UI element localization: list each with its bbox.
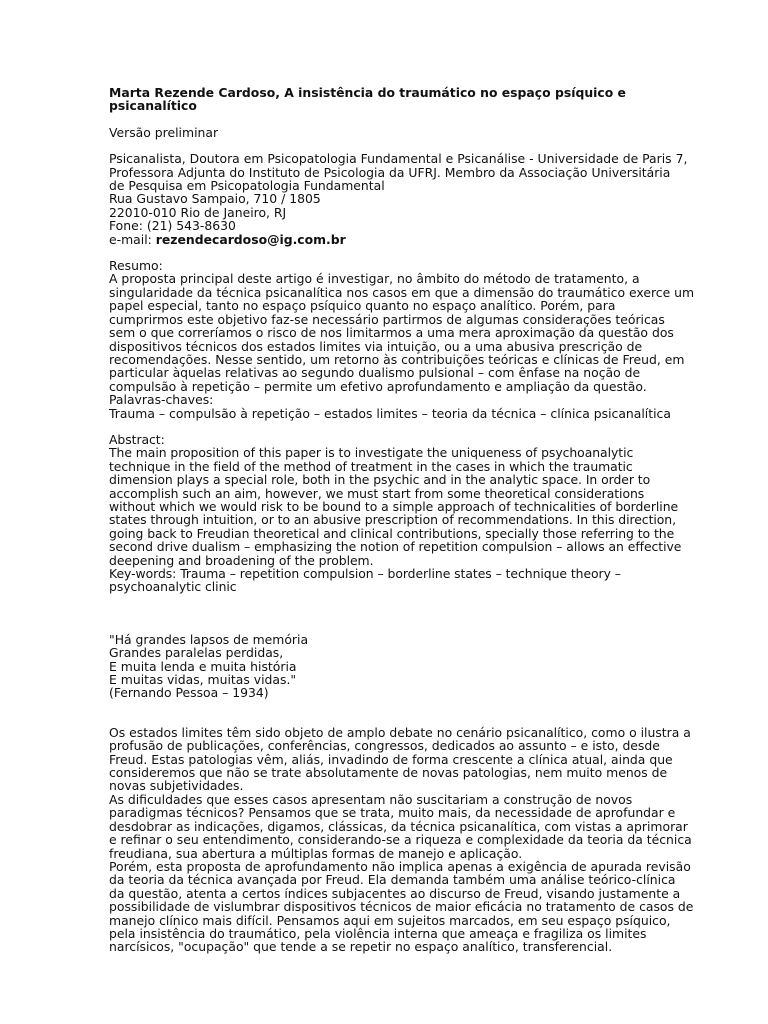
- body-line: da teoria da técnica avançada por Freud. Ela demanda também uma análise teórico-clínica: [109, 872, 676, 888]
- affiliation-line: de Pesquisa em Psicopatologia Fundamental: [109, 178, 385, 194]
- body-line: possibilidade de vislumbrar dispositivos técnicos de maior eficácia no tratamento de casos de: [109, 899, 694, 915]
- resumo-line: particular àquelas relativas ao segundo dualismo pulsional – com ênfase na noção de: [109, 365, 641, 381]
- resumo-heading: Resumo:: [109, 258, 163, 274]
- body-line: manejo clínico mais difícil. Pensamos aqui em sujeitos marcados, em seu espaço psíquico,: [109, 912, 671, 928]
- body-text: [109, 724, 694, 955]
- document-page: [109, 85, 695, 955]
- keywords-heading: Palavras-chaves:: [109, 392, 214, 408]
- abstract-line: dimension plays a special role, both in the psychic and in the analytic space. In order to: [109, 472, 651, 488]
- abstract-line: The main proposition of this paper is to investigate the uniqueness of psychoanalytic: [109, 445, 634, 461]
- abstract-heading: Abstract:: [109, 431, 165, 447]
- article-title: [109, 86, 669, 113]
- body-line: Porém, esta proposta de aprofundamento não implica apenas a exigência de apurada revisão: [109, 858, 691, 874]
- abstract-section: [109, 431, 682, 595]
- resumo-line: recomendações. Nesse sentido, um retorno às contribuições teóricas e clínicas de Freud, em: [109, 351, 685, 367]
- resumo-line: papel especial, tanto no espaço psíquico quanto no espaço analítico. Porém, para: [109, 298, 616, 314]
- abstract-line: technique in the field of the method of treatment in the cases in which the traumatic: [109, 458, 633, 474]
- affiliation-line: Professora Adjunta do Instituto de Psicologia da UFRJ. Membro da Associação Universitária: [109, 164, 671, 180]
- body-line: consideremos que não se trate absolutamente de novas patologias, nem muito menos de: [109, 765, 668, 781]
- poem-line: E muita lenda e muita história: [109, 658, 297, 674]
- abstract-line: going back to Freudian theoretical and clinical contributions, specially those referring to the: [109, 525, 675, 541]
- resumo-line: sem o que correríamos o risco de nos limitarmos a uma mera aproximação da questão dos: [109, 325, 674, 341]
- body-line: e refinar o seu entendimento, considerando-se a riqueza e complexidade da teoria da técnica: [109, 832, 692, 848]
- abstract-line: states through intuition, or to an abusive prescription of recommendations. In this direction,: [109, 512, 676, 528]
- address-line: Rua Gustavo Sampaio, 710 / 1805: [109, 191, 321, 207]
- poem-line: E muitas vidas, muitas vidas.": [109, 672, 297, 688]
- author-affiliation: [109, 151, 688, 247]
- abstract-line: without which we would risk to be bound to a simple approach of technicalities of borderline: [109, 498, 679, 514]
- abstract-line: second drive dualism – emphasizing the notion of repetition compulsion – allows an effective: [109, 539, 682, 555]
- abstract-line: deepening and broadening of the problem.: [109, 552, 374, 568]
- abstract-line: accomplish such an aim, however, we must start from some theoretical considerations: [109, 485, 645, 501]
- phone-line: Fone: (21) 543-8630: [109, 218, 236, 234]
- email-address: rezendecardoso@ig.com.br: [155, 231, 346, 247]
- body-line: profusão de publicações, conferências, congressos, dedicados ao assunto – e isto, desde: [109, 738, 660, 754]
- email-label: e-mail:: [109, 231, 156, 247]
- body-line: paradigmas técnicos? Pensamos que se trata, muito mais, da necessidade de aprofundar e: [109, 805, 676, 821]
- keywords-en-line: Key-words: Trauma – repetition compulsion – borderline states – technique theory –: [109, 566, 621, 581]
- poem-line: "Há grandes lapsos de memória: [109, 631, 309, 647]
- title-line-1: Marta Rezende Cardoso, A insistência do traumático no espaço psíquico e: [109, 85, 626, 100]
- resumo-line: compulsão à repetição – permite um efetivo aprofundamento e ampliação da questão.: [109, 378, 647, 394]
- resumo-section: [109, 258, 695, 421]
- keywords-en-line: psychoanalytic clinic: [109, 579, 237, 595]
- resumo-line: dispositivos técnicos dos estados limites via intuição, ou a uma abusiva prescrição de: [109, 338, 643, 354]
- affiliation-line: Psicanalista, Doutora em Psicopatologia Fundamental e Psicanálise - Universidade de Paris 7,: [109, 151, 688, 167]
- postal-line: 22010-010 Rio de Janeiro, RJ: [109, 204, 287, 220]
- body-line: narcísicos, "ocupação" que tende a se repetir no espaço analítico, transferencial.: [109, 939, 613, 955]
- body-line: freudiana, sua abertura a múltiplas formas de manejo e aplicação.: [109, 845, 523, 861]
- title-line-2: psicanalítico: [109, 98, 197, 114]
- version-label: Versão preliminar: [109, 124, 219, 140]
- poem-line: Grandes paralelas perdidas,: [109, 645, 284, 661]
- body-line: novas subjetividades.: [109, 778, 244, 794]
- resumo-line: A proposta principal deste artigo é investigar, no âmbito do método de tratamento, a: [109, 271, 640, 287]
- body-line: da questão, atenta a certos índices subjacentes ao discurso de Freud, visando justamente a: [109, 885, 681, 901]
- body-line: desdobrar as indicações, digamos, clássicas, da técnica psicanalítica, com vistas a aprimorar: [109, 818, 688, 834]
- email-line: [109, 233, 669, 246]
- body-line: pela insistência do traumático, pela violência interna que ameaça e fragiliza os limites: [109, 925, 647, 941]
- body-line: Freud. Estas patologias vêm, aliás, invadindo de forma crescente a clínica atual, ainda que: [109, 751, 673, 767]
- body-line: Os estados limites têm sido objeto de amplo debate no cenário psicanalítico, como o ilustra a: [109, 724, 691, 740]
- keywords-line: Trauma – compulsão à repetição – estados limites – teoria da técnica – clínica psicanalítica: [109, 405, 671, 421]
- resumo-line: singularidade da técnica psicanalítica nos casos em que a dimensão do traumático exerce um: [109, 284, 695, 300]
- resumo-line: cumprirmos este objetivo faz-se necessário partirmos de algumas considerações teóricas: [109, 311, 665, 327]
- body-line: As dificuldades que esses casos apresentam não suscitariam a construção de novos: [109, 791, 633, 807]
- poem-attribution: (Fernando Pessoa – 1934): [109, 685, 269, 701]
- epigraph-poem: [109, 633, 669, 700]
